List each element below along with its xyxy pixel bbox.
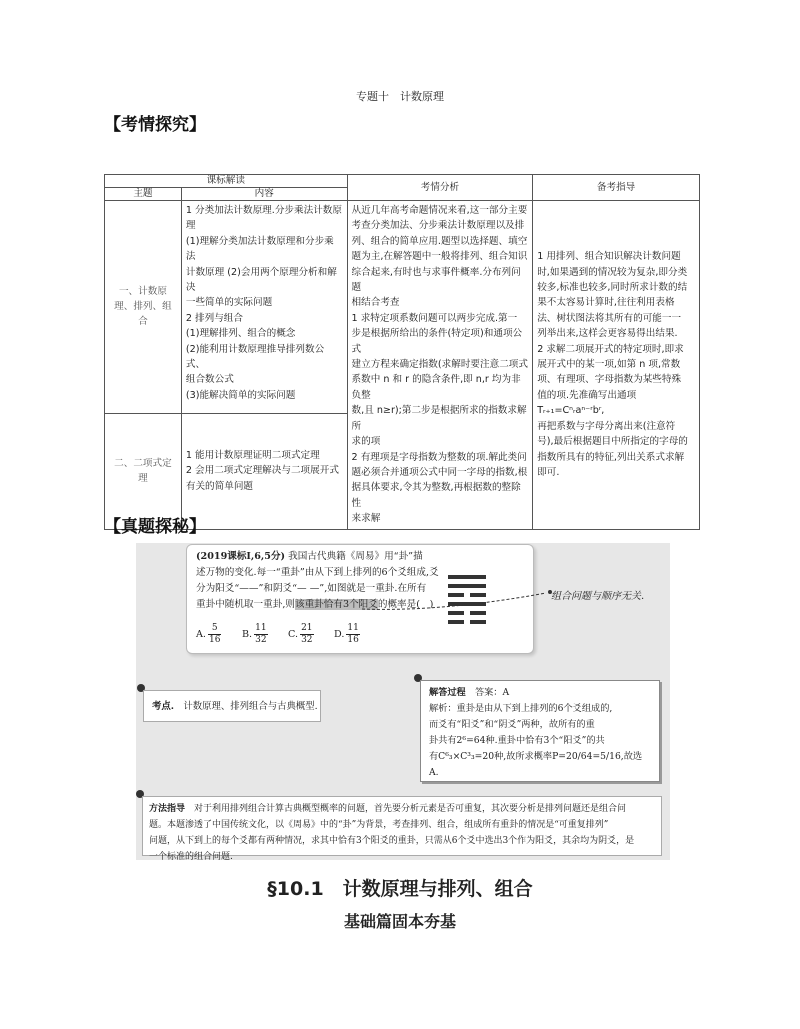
solution-title: 解答过程: [429, 687, 466, 698]
problem-highlight: 该重卦恰有3个阳爻: [295, 599, 378, 610]
kaodian-text: 计数原理、排列组合与古典概型.: [183, 701, 318, 712]
kaodian-label: 考点.: [152, 701, 175, 712]
problem-source: (2019课标Ⅰ,6,5分): [196, 551, 286, 562]
row2-content: 1 能用计数原理证明二项式定理 2 会用二项式定理解决与二项展开式 有关的简单问题: [181, 413, 347, 529]
header-guide: 备考指导: [533, 175, 700, 201]
chapter-heading: §10.1 计数原理与排列、组合: [267, 878, 533, 900]
row2-topic: 二、二项式定 理: [105, 413, 182, 529]
section-zhenti: 【真题探秘】: [104, 517, 206, 537]
yao-line-6: [448, 620, 486, 624]
method-label: 方法指导: [149, 804, 186, 814]
annotation-arrow: [360, 585, 560, 615]
problem-body: 我国古代典籍《周易》用“卦”描 述万物的变化.每一“重卦”由从下到上排列的6个爻组成,爻 分为阳爻“——”和阴爻“— —”,如图就是一重卦.在所有 重卦中随机取一重卦,则: [196, 551, 439, 610]
option-a: A. $\frac{5}{16}$: [196, 623, 221, 645]
method-text: 对于利用排列组合计算古典概型概率的问题，首先要分析元素是否可重复，其次要分析是排列问题还是组合问 题。本题渗透了中国传统文化，以《周易》中的“卦”为背景，考查排列、组合，组成所有重卦的情况是“可重复排列” 问题，从下到上的每个爻都有两种情况，求其中恰有3个阳爻的重卦，只需从6个爻中选出3个作为阳爻，其余均为阴爻，是 一个标准的组合问题.: [149, 804, 635, 862]
header-content: 内容: [181, 188, 347, 201]
problem-tail: 的概率是( ): [377, 599, 434, 610]
sub-heading: 基础篇固本夯基: [343, 912, 456, 931]
row1-topic: 一、计数原 理、排列、组 合: [105, 201, 182, 414]
solution-answer: 答案：A: [474, 687, 510, 698]
annotation-note: 组合问题与顺序无关.: [551, 591, 645, 602]
header-kebiao: 课标解读: [105, 175, 348, 188]
kaodian-box: [143, 690, 321, 722]
option-d: D. $\frac{11}{16}$: [334, 623, 359, 645]
section-kaoqing: 【考情探究】: [104, 115, 206, 135]
header-analysis: 考情分析: [347, 175, 533, 201]
answer-options: [196, 623, 396, 649]
solution-box: [420, 680, 660, 782]
analysis-cell: 从近几年高考命题情况来看,这一部分主要 考查分类加法、分步乘法计数原理以及排 列、组合的简单应用.题型以选择题、填空 题为主,在解答题中一般将排列、组合知识 综合起来,有时也与求事件概率.分布列问题 相结合考查 1 求特定项系数问题可以两步完成.第一 步是根据所给出的条件(特定项)和通项公式 建立方程来确定指数(求解时要注意二项式 系数中 n 和 r 的隐含条件,即 n,r 均为非负整 数,且 n≥r);第二步是根据所求的指数求解所 求的项 2 有理项是字母指数为整数的项.解此类问 题必须合并通项公式中同一字母的指数,根 据具体要求,令其为整数,再根据数的整除性 来求解: [347, 201, 533, 530]
curriculum-table: [104, 174, 700, 530]
yao-line-1: [448, 575, 486, 579]
topic-title: 专题十 计数原理: [356, 90, 444, 103]
option-b: B. $\frac{11}{32}$: [242, 623, 267, 645]
row1-content: 1 分类加法计数原理.分步乘法计数原 理 (1)理解分类加法计数原理和分步乘法 计数原理 (2)会用两个原理分析和解决 一些简单的实际问题 2 排列与组合 (1)理解排列、组合的概念 (2)能利用计数原理推导排列数公式、 组合数公式 (3)能解决简单的实际问题: [181, 201, 347, 414]
option-c: C. $\frac{21}{32}$: [288, 623, 313, 645]
header-topic: 主题: [105, 188, 182, 201]
solution-body: 解析：重卦是由从下到上排列的6个爻组成的, 而爻有“阳爻”和“阴爻”两种，故所有的重 卦共有2⁶=64种.重卦中恰有3个“阳爻”的共 有C⁶₃×C³₃=20种,故所求概率P=20/64=5/16,故选A.: [429, 703, 643, 778]
method-box: [142, 796, 662, 862]
guide-cell: 1 用排列、组合知识解决计数问题 时,如果遇到的情况较为复杂,即分类 较多,标准也较多,同时所求计数的结 果不太容易计算时,往往利用表格 法、树状图法将其所有的可能一一 列举出来,这样会更容易得出结果. 2 求解二项展开式的特定项时,即求 展开式中的某一项,如第 n 项,常数 项、有理项、字母指数为某些特殊 值的项.先准确写出通项 Tᵣ₊₁=Cⁿᵣaⁿ⁻ʳbʳ, 再把系数与字母分离出来(注意符 号),最后根据题目中所指定的字母的 指数所具有的特征,列出关系式求解 即可.: [533, 201, 700, 530]
